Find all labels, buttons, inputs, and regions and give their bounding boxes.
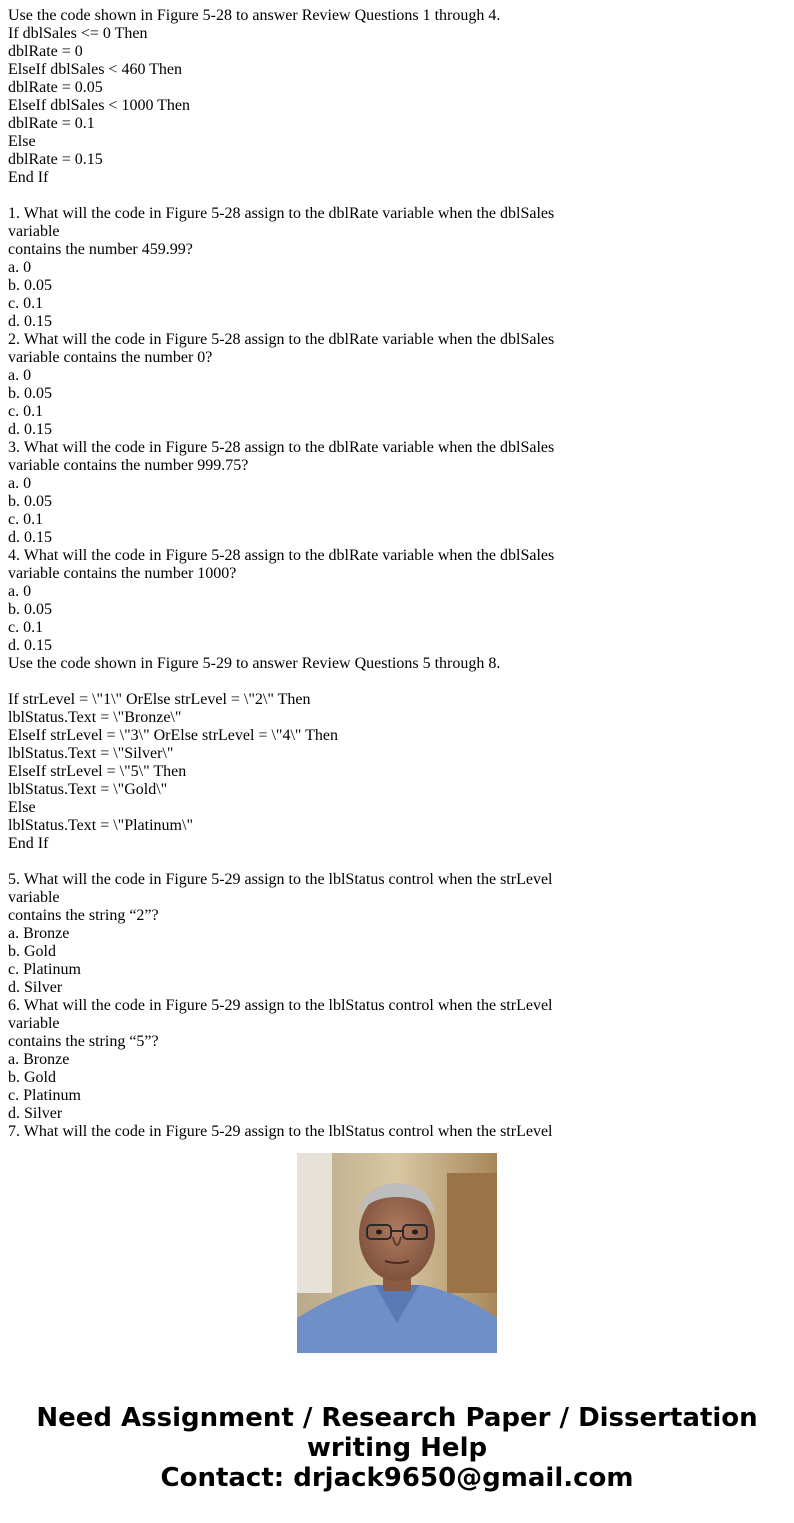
code-line: Else: [8, 799, 36, 816]
code-line: End If: [8, 169, 49, 186]
spacer: [8, 853, 578, 871]
question-text: variable: [8, 1015, 60, 1032]
answer-option: d. 0.15: [8, 421, 52, 438]
promo-banner: [0, 1403, 794, 1493]
answer-option: d. 0.15: [8, 313, 52, 330]
code-line: ElseIf dblSales < 460 Then: [8, 61, 183, 78]
promo-line-2: writing Help: [306, 1433, 488, 1463]
promo-line-1: Need Assignment / Research Paper / Dissertation: [36, 1403, 758, 1433]
intro-figure-5-29: Use the code shown in Figure 5-29 to answer Review Questions 5 through 8.: [8, 655, 501, 672]
spacer: [8, 673, 578, 691]
code-line: If dblSales <= 0 Then: [8, 25, 148, 42]
question-text: variable contains the number 0?: [8, 349, 213, 366]
answer-option: d. Silver: [8, 979, 63, 996]
code-line: dblRate = 0.1: [8, 115, 95, 132]
answer-option: c. Platinum: [8, 1087, 81, 1104]
question-text: contains the number 459.99?: [8, 241, 193, 258]
question-2: [8, 331, 578, 439]
question-text: contains the string “5”?: [8, 1033, 159, 1050]
code-line: End If: [8, 835, 49, 852]
question-4: [8, 547, 578, 655]
question-1: [8, 205, 578, 331]
code-line: lblStatus.Text = \"Bronze\": [8, 709, 182, 726]
author-avatar: [297, 1153, 497, 1353]
answer-option: b. 0.05: [8, 385, 52, 402]
code-line: ElseIf strLevel = \"5\" Then: [8, 763, 187, 780]
question-text: 6. What will the code in Figure 5-29 assign to the lblStatus control when the strLevel: [8, 997, 553, 1014]
code-line: dblRate = 0: [8, 43, 83, 60]
question-3: [8, 439, 578, 547]
question-text: contains the string “2”?: [8, 907, 159, 924]
question-text: variable: [8, 889, 60, 906]
answer-option: a. 0: [8, 259, 32, 276]
answer-option: a. 0: [8, 583, 32, 600]
code-line: lblStatus.Text = \"Silver\": [8, 745, 174, 762]
intro-figure-5-28: Use the code shown in Figure 5-28 to answer Review Questions 1 through 4.: [8, 7, 501, 24]
answer-option: d. 0.15: [8, 529, 52, 546]
answer-option: b. Gold: [8, 943, 56, 960]
author-portrait-icon: [297, 1153, 497, 1353]
code-block-figure-5-28: [8, 25, 578, 187]
answer-option: a. Bronze: [8, 1051, 70, 1068]
question-text: 4. What will the code in Figure 5-28 assign to the dblRate variable when the dblSales: [8, 547, 555, 564]
question-text: 3. What will the code in Figure 5-28 assign to the dblRate variable when the dblSales: [8, 439, 555, 456]
answer-option: a. 0: [8, 367, 32, 384]
question-text: 2. What will the code in Figure 5-28 assign to the dblRate variable when the dblSales: [8, 331, 555, 348]
question-6: [8, 997, 578, 1123]
answer-option: c. 0.1: [8, 619, 44, 636]
code-line: If strLevel = \"1\" OrElse strLevel = \"2\" Then: [8, 691, 311, 708]
code-line: dblRate = 0.05: [8, 79, 103, 96]
question-text: variable: [8, 223, 60, 240]
answer-option: b. 0.05: [8, 277, 52, 294]
answer-option: c. 0.1: [8, 403, 44, 420]
code-block-figure-5-29: [8, 691, 578, 853]
code-line: Else: [8, 133, 36, 150]
question-5: [8, 871, 578, 997]
code-line: lblStatus.Text = \"Platinum\": [8, 817, 193, 834]
question-text: 5. What will the code in Figure 5-29 assign to the lblStatus control when the strLevel: [8, 871, 553, 888]
question-text: 1. What will the code in Figure 5-28 assign to the dblRate variable when the dblSales: [8, 205, 555, 222]
question-text: variable contains the number 999.75?: [8, 457, 249, 474]
answer-option: a. Bronze: [8, 925, 70, 942]
answer-option: b. 0.05: [8, 493, 52, 510]
question-7: [8, 1123, 578, 1141]
answer-option: b. Gold: [8, 1069, 56, 1086]
spacer: [8, 187, 578, 205]
question-text: 7. What will the code in Figure 5-29 assign to the lblStatus control when the strLevel: [8, 1123, 553, 1140]
code-line: ElseIf dblSales < 1000 Then: [8, 97, 191, 114]
answer-option: b. 0.05: [8, 601, 52, 618]
promo-contact: Contact: drjack9650@gmail.com: [160, 1463, 634, 1493]
code-line: dblRate = 0.15: [8, 151, 103, 168]
document-text: [8, 7, 578, 1140]
code-line: lblStatus.Text = \"Gold\": [8, 781, 168, 798]
question-text: variable contains the number 1000?: [8, 565, 237, 582]
answer-option: c. 0.1: [8, 295, 44, 312]
code-line: ElseIf strLevel = \"3\" OrElse strLevel = \"4\" Then: [8, 727, 339, 744]
answer-option: c. 0.1: [8, 511, 44, 528]
answer-option: c. Platinum: [8, 961, 81, 978]
answer-option: d. Silver: [8, 1105, 63, 1122]
answer-option: d. 0.15: [8, 637, 52, 654]
answer-option: a. 0: [8, 475, 32, 492]
